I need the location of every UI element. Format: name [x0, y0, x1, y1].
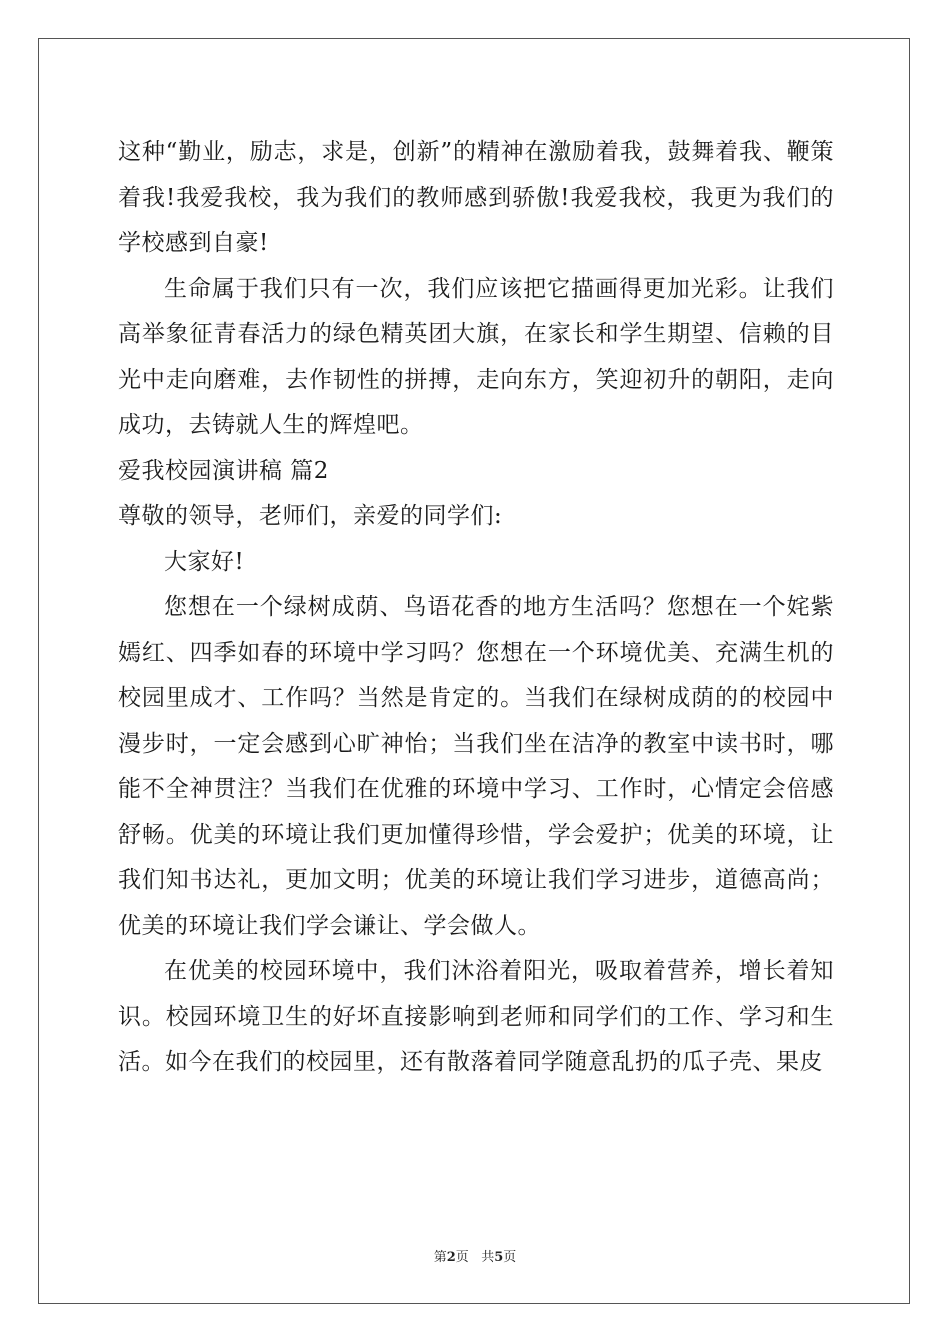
page-suffix: 页	[455, 1250, 469, 1265]
section-heading: 爱我校园演讲稿 篇2	[118, 457, 329, 484]
page-prefix: 第	[433, 1250, 447, 1265]
total-pages: 5	[494, 1250, 504, 1265]
paragraph: 您想在一个绿树成荫、鸟语花香的地方生活吗？您想在一个姹紫嫣红、四季如春的环境中学习吗？您想在一个环境优美、充满生机的校园里成才、工作吗？当然是肯定的。当我们在绿树成荫的的校园中漫步时，一定会感到心旷神怡；当我们坐在洁净的教室中读书时，哪能不全神贯注？当我们在优雅的环境中学习、工作时，心情定会倍感舒畅。优美的环境让我们更加懂得珍惜，学会爱护；优美的环境，让我们知书达礼，更加文明；优美的环境让我们学习进步，道德高尚；优美的环境让我们学会谦让、学会做人。	[118, 594, 834, 939]
page-number: 2	[446, 1250, 456, 1265]
paragraph: 在优美的校园环境中，我们沐浴着阳光，吸取着营养，增长着知识。校园环境卫生的好坏直接影响到老师和同学们的工作、学习和生活。如今在我们的校园里，还有散落着同学随意乱扔的瓜子壳、果皮	[118, 958, 834, 1075]
paragraph: 生命属于我们只有一次，我们应该把它描画得更加光彩。让我们高举象征青春活力的绿色精英团大旗，在家长和学生期望、信赖的目光中走向磨难，去作韧性的拼搏，走向东方，笑迎初升的朝阳，走向成功，去铸就人生的辉煌吧。	[118, 275, 834, 438]
total-prefix: 共	[481, 1250, 495, 1265]
document-body	[118, 130, 834, 1086]
greeting: 大家好!	[164, 548, 245, 575]
paragraph: 这种“勤业，励志，求是，创新”的精神在激励着我，鼓舞着我、鞭策着我!我爱我校，我为我们的教师感到骄傲!我爱我校，我更为我们的学校感到自豪!	[118, 139, 834, 256]
salutation: 尊敬的领导，老师们，亲爱的同学们:	[118, 503, 503, 529]
total-suffix: 页	[503, 1250, 517, 1265]
page-footer	[0, 1246, 950, 1265]
